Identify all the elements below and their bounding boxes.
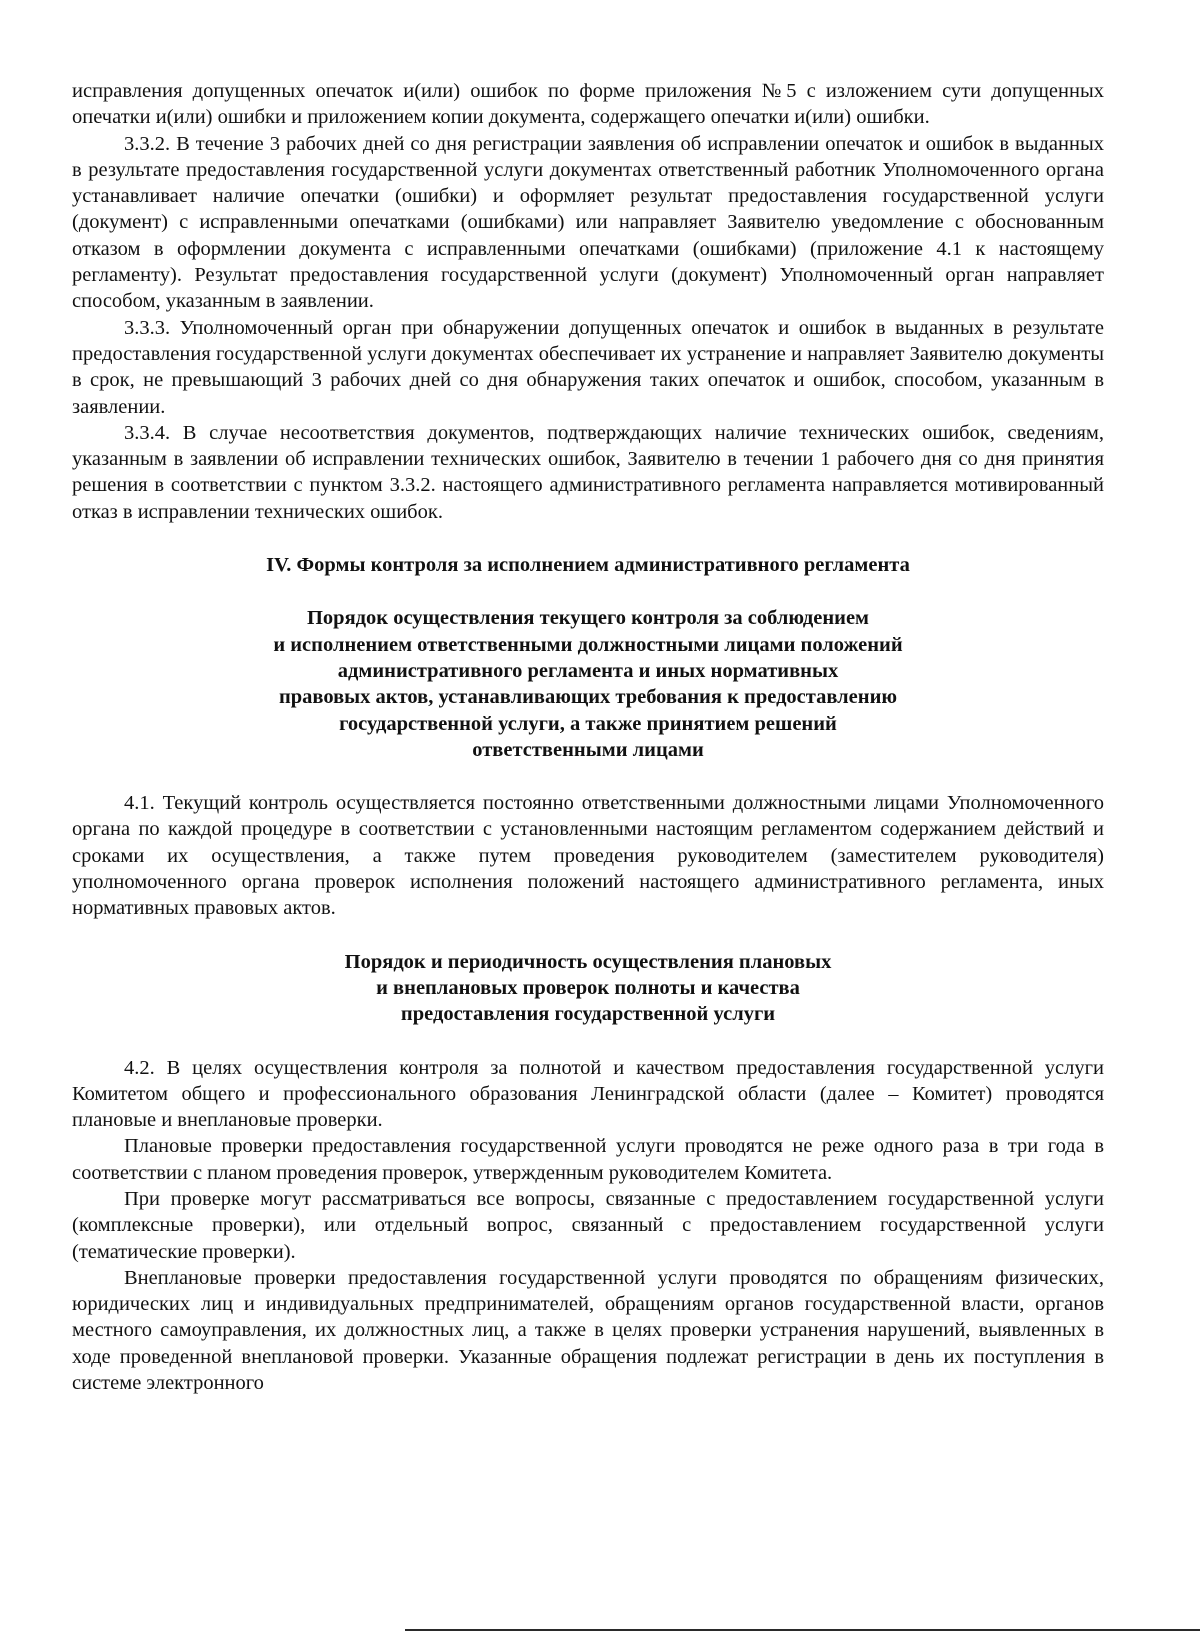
paragraph-3-3-4: 3.3.4. В случае несоответствия документов, подтверждающих наличие технических ошибок, сведениям, указанным в заявлении об исправлении технических ошибок, Заявителю в течении 1 рабочего дня со дня принятия решения в соответствии с пунктом 3.3.2. настоящего административного регламента направляется мотивированный отказ в исправлении технических ошибок. <box>72 421 1104 523</box>
subheading-line: административного регламента и иных нормативных <box>337 659 839 682</box>
paragraph-4-2: 4.2. В целях осуществления контроля за полнотой и качеством предоставления государственной услуги Комитетом общего и профессионального образования Ленинградской области (далее – Комитет) проводятся плановые и внеплановые проверки. <box>72 1056 1104 1132</box>
paragraph-planned-inspections: Плановые проверки предоставления государственной услуги проводятся не реже одного раза в три года в соответствии с планом проведения проверок, утвержденным руководителем Комитета. <box>72 1135 1104 1184</box>
subheading-line: правовых актов, устанавливающих требования к предоставлению <box>278 686 898 709</box>
paragraph-inspection-scope: При проверке могут рассматриваться все вопросы, связанные с предоставлением государственной услуги (комплексные проверки), или отдельный вопрос, связанный с предоставлением государственной услуги (тематические проверки). <box>72 1187 1104 1263</box>
paragraph-4-1: 4.1. Текущий контроль осуществляется постоянно ответственными должностными лицами Уполномоченного органа по каждой процедуре в соответствии с установленными настоящим регламентом содержанием действий и сроками их осуществления, а также путем проведения руководителем (заместителем руководителя) уполномоченного органа проверок исполнения положений настоящего административного регламента, иных нормативных правовых актов. <box>72 792 1104 920</box>
document-page <box>72 78 1104 1396</box>
subheading-line: государственной услуги, а также принятием решений <box>339 712 837 735</box>
subheading-line: и исполнением ответственными должностными лицами положений <box>273 633 903 656</box>
paragraph-continuation: исправления допущенных опечаток и(или) ошибок по форме приложения №5 с изложением сути допущенных опечатки и(или) ошибки и приложением копии документа, содержащего опечатки и(или) ошибки. <box>72 80 1104 129</box>
subheading-line: Порядок и периодичность осуществления плановых <box>344 950 832 973</box>
subheading-line: предоставления государственной услуги <box>400 1003 776 1026</box>
paragraph-unplanned-inspections: Внеплановые проверки предоставления государственной услуги проводятся по обращениям физических, юридических лиц и индивидуальных предпринимателей, обращениям органов государственной власти, органов местного самоуправления, их должностных лиц, а также в целях проверки устранения нарушений, выявленных в ходе проведенной внеплановой проверки. Указанные обращения подлежат регистрации в день их поступления в системе электронного <box>72 1266 1104 1395</box>
subheading-line: Порядок осуществления текущего контроля за соблюдением <box>306 607 870 630</box>
paragraph-3-3-2: 3.3.2. В течение 3 рабочих дней со дня регистрации заявления об исправлении опечаток и ошибок в выданных в результате предоставления государственной услуги документах ответственный работник Уполномоченного органа устанавливает наличие опечатки (ошибки) и оформляет результат предоставления государственной услуги (документ) с исправленными опечатками (ошибками) или направляет Заявителю уведомление с обоснованным отказом в оформлении документа с исправленными опечатками (ошибками) (приложение 4.1 к настоящему регламенту). Результат предоставления государственной услуги (документ) Уполномоченный орган направляет способом, указанным в заявлении. <box>72 132 1104 313</box>
subheading-line: ответственными лицами <box>472 738 704 761</box>
section-heading: IV. Формы контроля за исполнением административного регламента <box>266 554 910 577</box>
paragraph-3-3-3: 3.3.3. Уполномоченный орган при обнаружении допущенных опечаток и ошибок в выданных в результате предоставления государственной услуги документах обеспечивает их устранение и направляет Заявителю документы в срок, не превышающий 3 рабочих дней со дня обнаружения таких опечаток и ошибок, способом, указанным в заявлении. <box>72 316 1104 418</box>
subheading-inspections <box>72 949 1104 1028</box>
subheading-line: и внеплановых проверок полноты и качества <box>376 976 800 999</box>
subheading-current-control <box>72 605 1104 763</box>
scan-edge-line <box>405 1629 1200 1631</box>
